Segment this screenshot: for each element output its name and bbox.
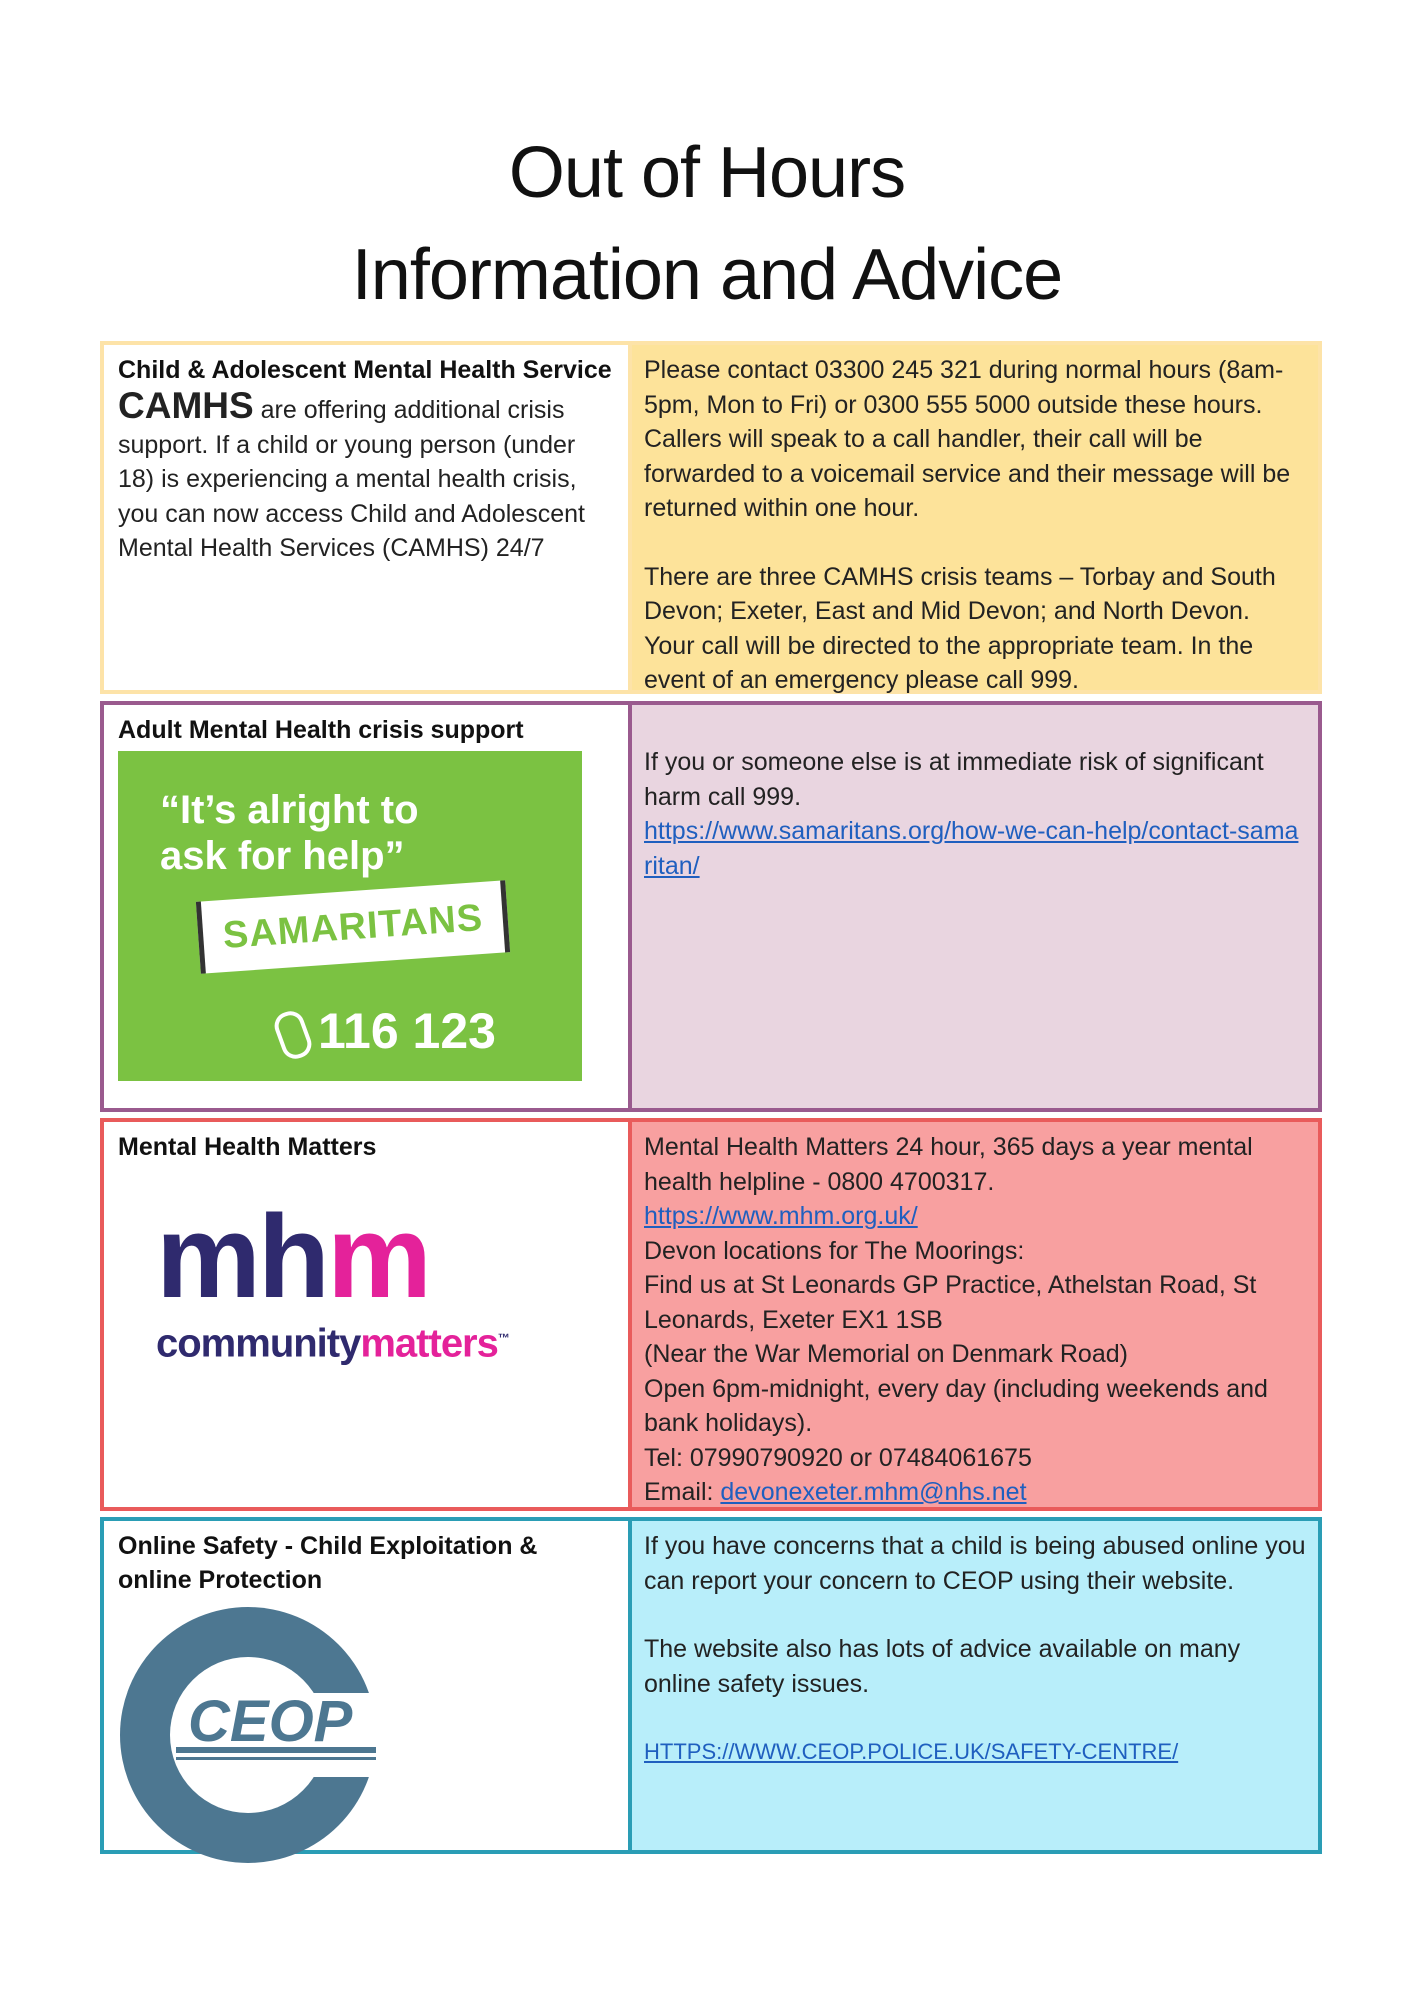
- ceop-section: [100, 1517, 1322, 1854]
- samaritans-phone-number: 116 123: [318, 1003, 496, 1059]
- ceop-heading: Online Safety - Child Exploitation & online Protection: [118, 1532, 538, 1594]
- mhm-heading: Mental Health Matters: [118, 1133, 377, 1161]
- samaritans-quote-line1: “It’s alright to: [160, 788, 419, 832]
- mhm-open-text: Open 6pm-midnight, every day (including weekends and bank holidays).: [644, 1374, 1268, 1437]
- camhs-contact-text: Please contact 03300 245 321 during normal hours (8am-5pm, Mon to Fri) or 0300 555 5000 outside these hours. Callers will speak to a call handler, their call will be forwarded to a voicemail service and their message will be returned within one hour.: [644, 356, 1291, 522]
- mhm-near-text: (Near the War Memorial on Denmark Road): [644, 1340, 1128, 1368]
- page-title-line2: Information and Advice: [351, 235, 1063, 315]
- phone-icon: [271, 1007, 316, 1062]
- mhm-tel-text: Tel: 07990790920 or 07484061675: [644, 1443, 1032, 1472]
- ceop-logo-text: CEOP: [188, 1689, 353, 1754]
- adult-crisis-text: If you or someone else is at immediate risk of significant harm call 999.: [644, 748, 1264, 811]
- samaritans-logo: [118, 751, 582, 1081]
- samaritans-phone: [278, 1003, 496, 1059]
- mhm-right-cell: [632, 1122, 1318, 1507]
- ceop-report-text: If you have concerns that a child is being abused online you can report your concern to CEOP using their website.: [644, 1532, 1306, 1595]
- mhm-email-link[interactable]: devonexeter.mhm@nhs.net: [720, 1478, 1027, 1506]
- mhm-address-text: Find us at St Leonards GP Practice, Athelstan Road, St Leonards, Exeter EX1 1SB: [644, 1271, 1257, 1334]
- ceop-logo-graphic: [116, 1603, 380, 1867]
- mhm-locations-text: Devon locations for The Moorings:: [644, 1236, 1025, 1265]
- adult-crisis-section: [100, 701, 1322, 1112]
- samaritans-quote: [160, 787, 419, 879]
- camhs-section: [100, 341, 1322, 694]
- ceop-link[interactable]: HTTPS://WWW.CEOP.POLICE.UK/SAFETY-CENTRE/: [644, 1739, 1179, 1764]
- camhs-teams-text: There are three CAMHS crisis teams – Torbay and South Devon; Exeter, East and Mid Devon; and North Devon. Your call will be directed to the appropriate team. In the event of an emergency please call 999.: [644, 562, 1276, 694]
- mhm-logo-word: mhm: [156, 1191, 429, 1323]
- camhs-intro-text: are offering additional crisis support. If a child or young person (under 18) is experiencing a mental health crisis, you can now access Child and Adolescent Mental Health Services (CAMHS) 24/7: [118, 396, 585, 562]
- adult-crisis-right-cell: [632, 705, 1318, 1108]
- adult-crisis-heading: Adult Mental Health crisis support: [118, 716, 524, 744]
- camhs-left-cell: [104, 345, 632, 690]
- camhs-intro: [118, 385, 616, 566]
- mhm-link[interactable]: https://www.mhm.org.uk/: [644, 1202, 918, 1230]
- mhm-helpline-text: Mental Health Matters 24 hour, 365 days a year mental health helpline - 0800 4700317.: [644, 1133, 1253, 1196]
- samaritans-link[interactable]: https://www.samaritans.org/how-we-can-help/contact-samaritan/: [644, 817, 1299, 880]
- ceop-advice-text: The website also has lots of advice available on many online safety issues.: [644, 1635, 1241, 1698]
- mhm-email-label: Email:: [644, 1478, 721, 1506]
- page-title: [0, 122, 1414, 326]
- page-title-line1: Out of Hours: [508, 133, 906, 213]
- mhm-logo-subtitle: communitymatters™: [156, 1321, 509, 1366]
- camhs-right-cell: [632, 345, 1318, 694]
- adult-crisis-left-cell: [104, 705, 632, 1108]
- mhm-section: [100, 1118, 1322, 1511]
- ceop-left-cell: [104, 1521, 632, 1850]
- camhs-acronym: CAMHS: [118, 385, 254, 426]
- ceop-logo: [116, 1603, 380, 1867]
- mhm-email-line: [644, 1475, 1306, 1510]
- samaritans-label: SAMARITANS: [196, 880, 510, 973]
- ceop-right-cell: [632, 1521, 1318, 1850]
- mhm-left-cell: [104, 1122, 632, 1507]
- mhm-logo: [156, 1191, 616, 1368]
- camhs-heading: Child & Adolescent Mental Health Service: [118, 356, 612, 384]
- samaritans-quote-line2: ask for help”: [160, 834, 405, 878]
